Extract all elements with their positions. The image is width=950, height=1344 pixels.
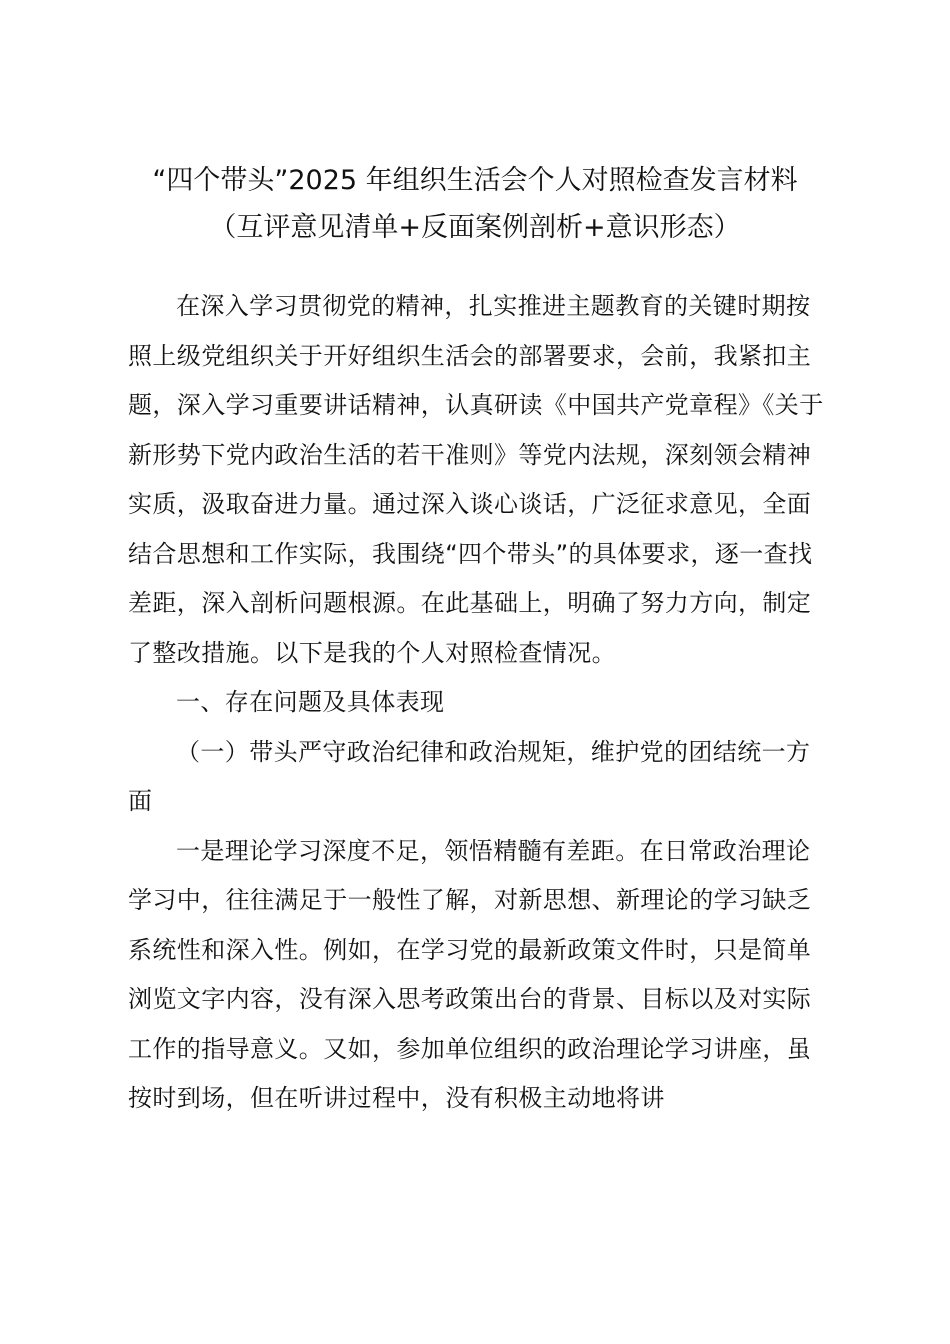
document-title-line-2: （互评意见清单+反面案例剖析+意识形态） (209, 212, 741, 243)
body-paragraph: 一是理论学习深度不足，领悟精髓有差距。在日常政治理论学习中，往往满足于一般性了解，对新思想、新理论的学习缺乏系统性和深入性。例如，在学习党的最新政策文件时，只是简单浏览文字内容，没有深入思考政策出台的背景、目标以及对实际工作的指导意义。又如，参加单位组织的政治理论学习讲座，虽按时到场，但在听讲过程中，没有积极主动地将讲 (128, 836, 812, 1112)
document-body (128, 282, 833, 1124)
intro-paragraph: 在深入学习贯彻党的精神，扎实推进主题教育的关键时期按照上级党组织关于开好组织生活会的部署要求，会前，我紧扣主题，深入学习重要讲话精神，认真研读《中国共产党章程》《关于新形势下党内政治生活的若干准则》等党内法规，深刻领会精神实质，汲取奋进力量。通过深入谈心谈话，广泛征求意见，全面结合思想和工作实际，我围绕“四个带头”的具体要求，逐一查找差距，深入剖析问题根源。在此基础上，明确了努力方向，制定了整改措施。以下是我的个人对照检查情况。 (128, 292, 824, 667)
subsection-heading: （一）带头严守政治纪律和政治规矩，维护党的团结统一方面 (128, 737, 811, 815)
document-title-line-1: “四个带头”2025 年组织生活会个人对照检查发言材料 (152, 165, 798, 196)
section-heading: 一、存在问题及具体表现 (176, 688, 445, 716)
